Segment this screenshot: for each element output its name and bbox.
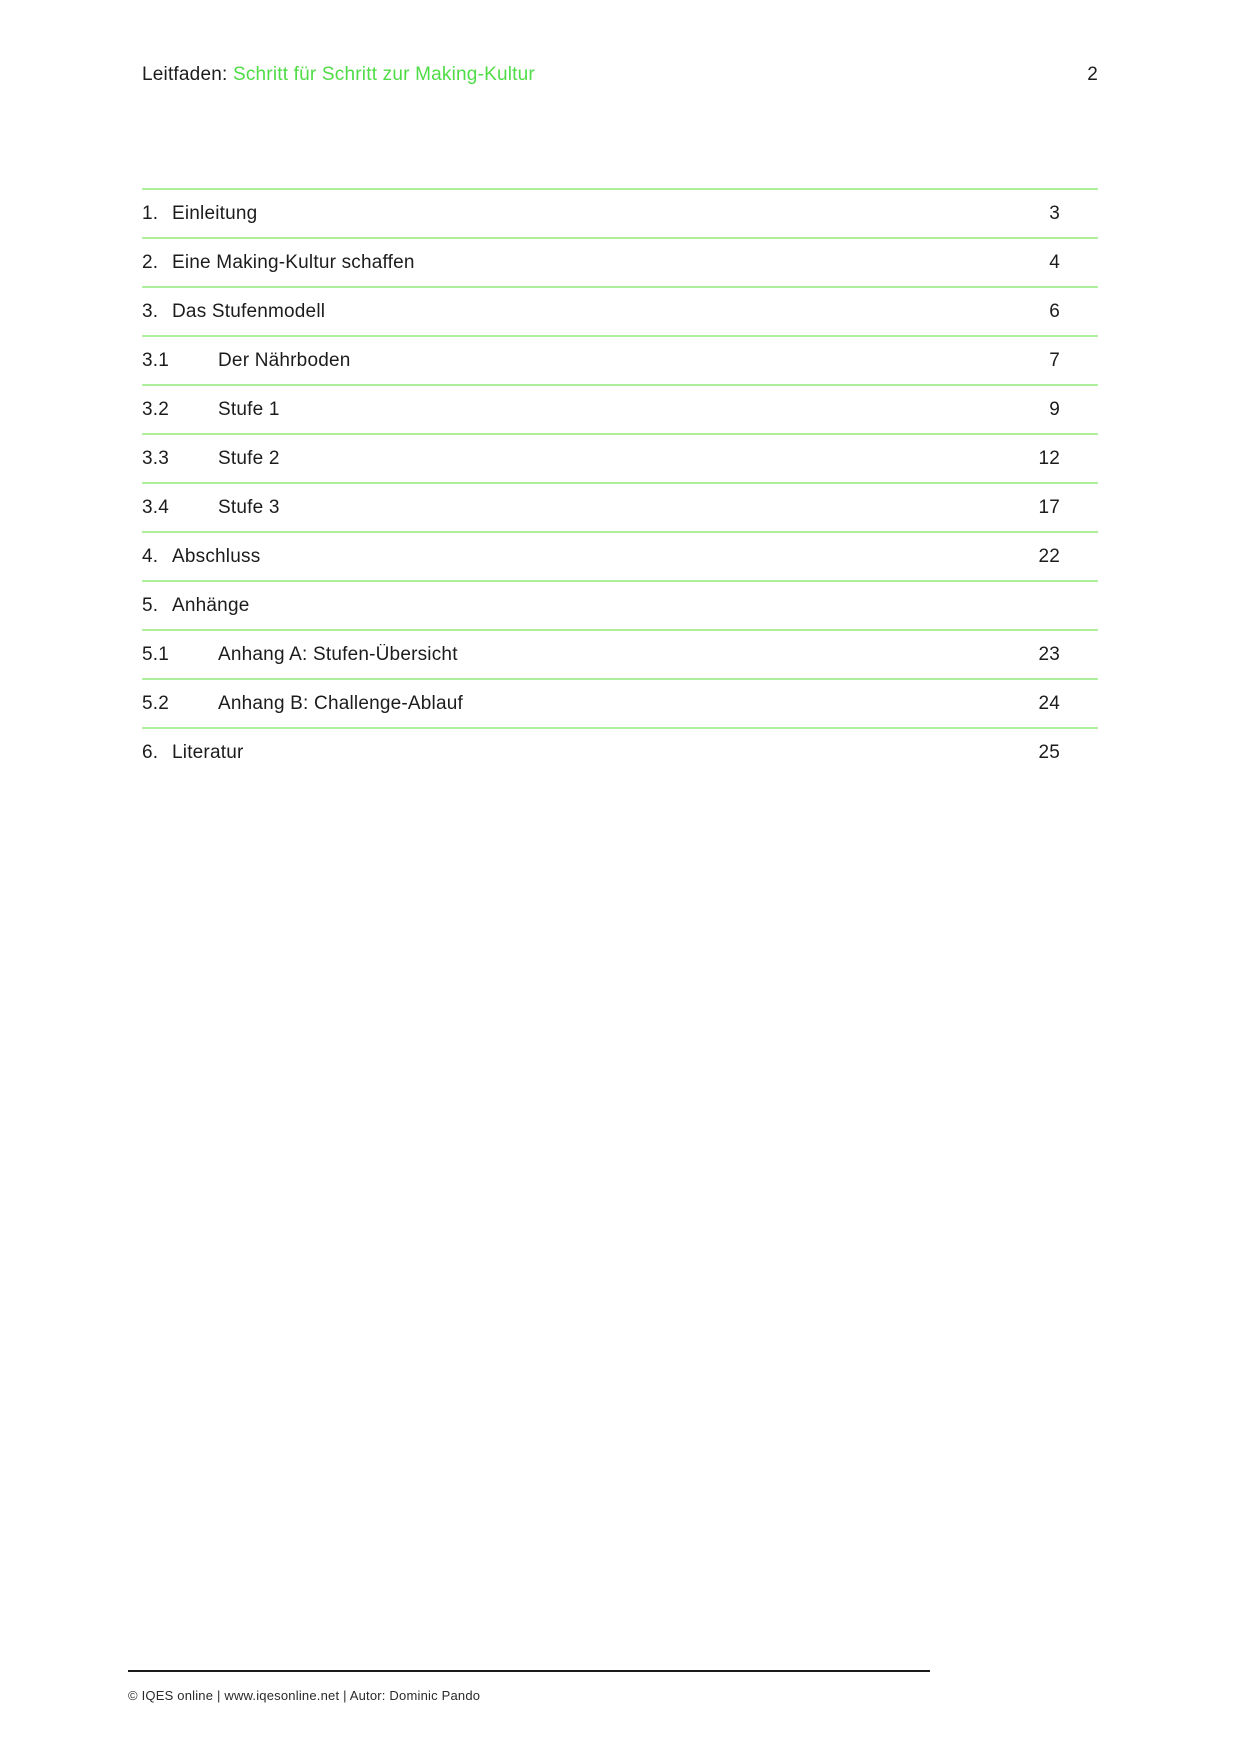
toc-entry-number: 3.1 [142, 349, 170, 371]
toc-entry[interactable] [142, 678, 1098, 727]
toc-entry[interactable] [142, 531, 1098, 580]
document-title-prefix: Leitfaden: [142, 64, 233, 85]
toc-entry-page: 24 [1038, 692, 1060, 714]
toc-entry[interactable] [142, 335, 1098, 384]
toc-entry-title: Der Nährboden [218, 349, 351, 371]
toc-entry-page: 23 [1038, 643, 1060, 665]
toc-entry-title: Eine Making-Kultur schaffen [172, 251, 415, 273]
toc-entry-number: 5.2 [142, 692, 170, 714]
page-number: 2 [1087, 64, 1098, 85]
toc-entry-page: 17 [1038, 496, 1060, 518]
toc-entry[interactable] [142, 482, 1098, 531]
toc-entry[interactable] [142, 286, 1098, 335]
toc-entry-page: 12 [1038, 447, 1060, 469]
toc-entry-number: 3.3 [142, 447, 170, 469]
toc-entry[interactable] [142, 580, 1098, 629]
footer-copyright: © IQES online | www.iqesonline.net | Autor: Dominic Pando [128, 1688, 481, 1703]
toc-entry-number: 6. [142, 741, 159, 763]
document-title-highlight: Schritt für Schritt zur Making-Kultur [232, 64, 535, 85]
page-header [142, 64, 1098, 86]
toc-entry-title: Stufe 1 [218, 398, 280, 420]
toc-entry-page: 9 [1049, 398, 1060, 420]
toc-entry-page: 4 [1049, 251, 1060, 273]
toc-entry-number: 2. [142, 251, 159, 273]
toc-entry-page: 3 [1049, 202, 1060, 224]
toc-entry-title: Das Stufenmodell [172, 300, 326, 322]
toc-entry-number: 3. [142, 300, 159, 322]
toc-entry-title: Anhang A: Stufen-Übersicht [218, 643, 458, 665]
toc-entry[interactable] [142, 629, 1098, 678]
page-footer [128, 1670, 930, 1703]
toc-entry-page: 6 [1049, 300, 1060, 322]
toc-entry[interactable] [142, 188, 1098, 237]
toc-entry-title: Anhänge [172, 594, 250, 616]
toc-entry-number: 3.4 [142, 496, 170, 518]
toc-entry[interactable] [142, 237, 1098, 286]
toc-entry[interactable] [142, 384, 1098, 433]
toc-entry-title: Stufe 2 [218, 447, 280, 469]
toc-entry-page: 22 [1038, 545, 1060, 567]
toc-list [142, 188, 1098, 776]
toc-entry-number: 3.2 [142, 398, 170, 420]
toc-entry-title: Stufe 3 [218, 496, 280, 518]
toc-entry-page: 25 [1038, 741, 1060, 763]
toc-entry-title: Literatur [172, 741, 244, 763]
toc-entry-title: Anhang B: Challenge-Ablauf [218, 692, 463, 714]
toc-entry-number: 5.1 [142, 643, 170, 665]
toc-entry-number: 4. [142, 545, 159, 567]
toc-entry-number: 1. [142, 202, 159, 224]
toc-entry-page: 7 [1049, 349, 1060, 371]
toc-entry-title: Einleitung [172, 202, 258, 224]
footer-divider [128, 1670, 930, 1672]
toc-entry[interactable] [142, 727, 1098, 776]
toc-entry[interactable] [142, 433, 1098, 482]
toc-entry-title: Abschluss [172, 545, 261, 567]
toc-entry-number: 5. [142, 594, 159, 616]
document-title [142, 64, 535, 86]
